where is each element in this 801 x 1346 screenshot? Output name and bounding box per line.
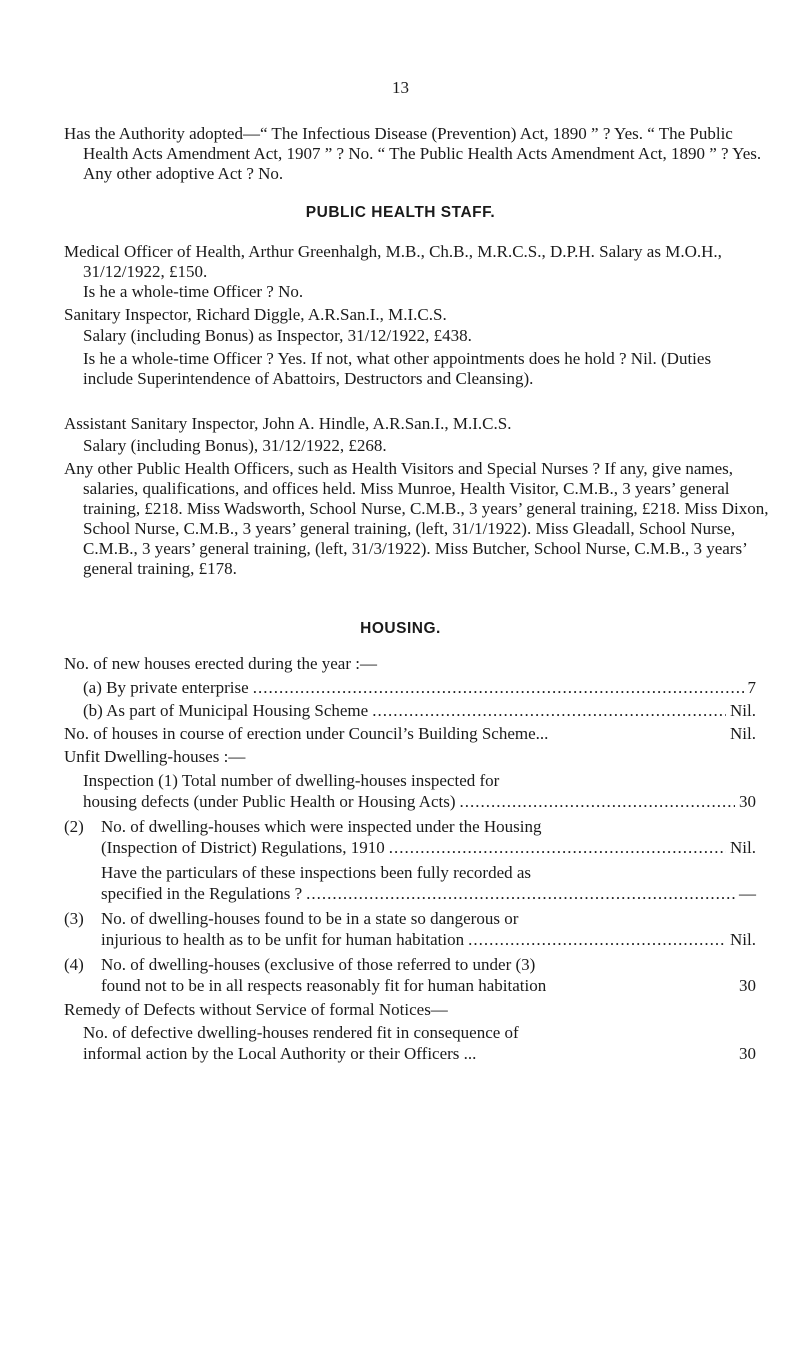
remedy-line2: informal action by the Local Authority or their Officers ... [83, 1044, 477, 1063]
q2-row [101, 838, 756, 858]
municipal-scheme-value: Nil. [730, 701, 756, 720]
adoptive-acts-paragraph: Has the Authority adopted—“ The Infectious Disease (Prevention) Act, 1890 ” ? Yes. “ The Public Health Acts Amendment Act, 1907 ” ? No. “ The Public Health Acts Amendment Act, 1890 ” ? Yes. Any other adoptive Act ? No. [64, 124, 762, 183]
q3-row [101, 930, 756, 950]
private-enterprise-row [83, 678, 756, 698]
remedy-row [83, 1044, 756, 1064]
si-line2: Salary (including Bonus) as Inspector, 31/12/1922, £438. [83, 326, 472, 345]
q4-line1: No. of dwelling-houses (exclusive of those referred to under (3) [101, 955, 536, 974]
private-enterprise-label: (a) By private enterprise [83, 678, 249, 697]
page-number: 13 [392, 78, 409, 97]
other-officers-paragraph: Any other Public Health Officers, such as Health Visitors and Special Nurses ? If any, give names, salaries, qualifications, and offices held. Miss Munroe, Health Visitor, C.M.B., 3 years’ general training, £218. Miss Wadsworth, School Nurse, C.M.B., 3 years’ general training, £218. Miss Dixon, School Nurse, C.M.B., 3 years’ general training, (left, 31/1/1922). Miss Gleadall, School Nurse, C.M.B., 3 years’ general training, (left, 31/3/1922). Miss Butcher, School Nurse, C.M.B., 3 years’ general training, £178. [64, 459, 769, 578]
asi-line1: Assistant Sanitary Inspector, John A. Hindle, A.R.San.I., M.I.C.S. [64, 414, 512, 433]
si-line1: Sanitary Inspector, Richard Diggle, A.R.San.I., M.I.C.S. [64, 305, 447, 324]
q4-line2: found not to be in all respects reasonably fit for human habitation [101, 976, 547, 995]
leader-dots [468, 930, 726, 950]
remedy-label: Remedy of Defects without Service of formal Notices— [64, 1000, 448, 1019]
q4-row [101, 976, 756, 996]
q2-line2: (Inspection of District) Regulations, 1910 [101, 838, 385, 857]
q2-value: Nil. [730, 838, 756, 857]
q2b-line1: Have the particulars of these inspections been fully recorded as [101, 863, 532, 882]
q1-line1: Inspection (1) Total number of dwelling-houses inspected for [83, 771, 500, 790]
q2-line1: No. of dwelling-houses which were inspected under the Housing [101, 817, 542, 836]
moh-wholetime: Is he a whole-time Officer ? No. [83, 282, 304, 301]
q3-number: (3) [64, 909, 84, 928]
leader-dots [372, 701, 726, 721]
course-of-erection-label: No. of houses in course of erection under Council’s Building Scheme... [64, 724, 549, 743]
staff-heading: PUBLIC HEALTH STAFF. [305, 204, 496, 221]
q4-number: (4) [64, 955, 84, 974]
leader-dots [460, 792, 735, 812]
course-of-erection-row [64, 724, 756, 744]
unfit-dwellings-label: Unfit Dwelling-houses :— [64, 747, 246, 766]
moh-paragraph: Medical Officer of Health, Arthur Greenhalgh, M.B., Ch.B., M.R.C.S., D.P.H. Salary as M.O.H., 31/12/1922, £150. [64, 242, 722, 281]
leader-dots [253, 678, 744, 698]
housing-heading: HOUSING. [360, 620, 441, 637]
q3-line1: No. of dwelling-houses found to be in a state so dangerous or [101, 909, 519, 928]
remedy-line1: No. of defective dwelling-houses rendered fit in consequence of [83, 1023, 519, 1042]
q1-value: 30 [739, 792, 756, 811]
private-enterprise-value: 7 [747, 678, 756, 697]
q2-number: (2) [64, 817, 84, 836]
new-houses-label: No. of new houses erected during the year :— [64, 654, 377, 673]
q1-row [83, 792, 756, 812]
q2b-row [101, 884, 756, 904]
q3-line2: injurious to health as to be unfit for human habitation [101, 930, 465, 949]
q2b-line2: specified in the Regulations ? [101, 884, 303, 903]
q1-line2: housing defects (under Public Health or Housing Acts) [83, 792, 456, 811]
municipal-scheme-row [83, 701, 756, 721]
asi-line2: Salary (including Bonus), 31/12/1922, £268. [83, 436, 387, 455]
si-wholetime: Is he a whole-time Officer ? Yes. If not, what other appointments does he hold ? Nil. (Duties include Superintendence of Abattoirs, Destructors and Cleansing). [83, 349, 712, 388]
leader-dots [389, 838, 726, 858]
q4-value: 30 [739, 976, 756, 995]
leader-dots [306, 884, 735, 904]
q2b-value: — [739, 884, 756, 903]
course-of-erection-value: Nil. [730, 724, 756, 743]
municipal-scheme-label: (b) As part of Municipal Housing Scheme [83, 701, 369, 720]
q3-value: Nil. [730, 930, 756, 949]
remedy-value: 30 [739, 1044, 756, 1063]
